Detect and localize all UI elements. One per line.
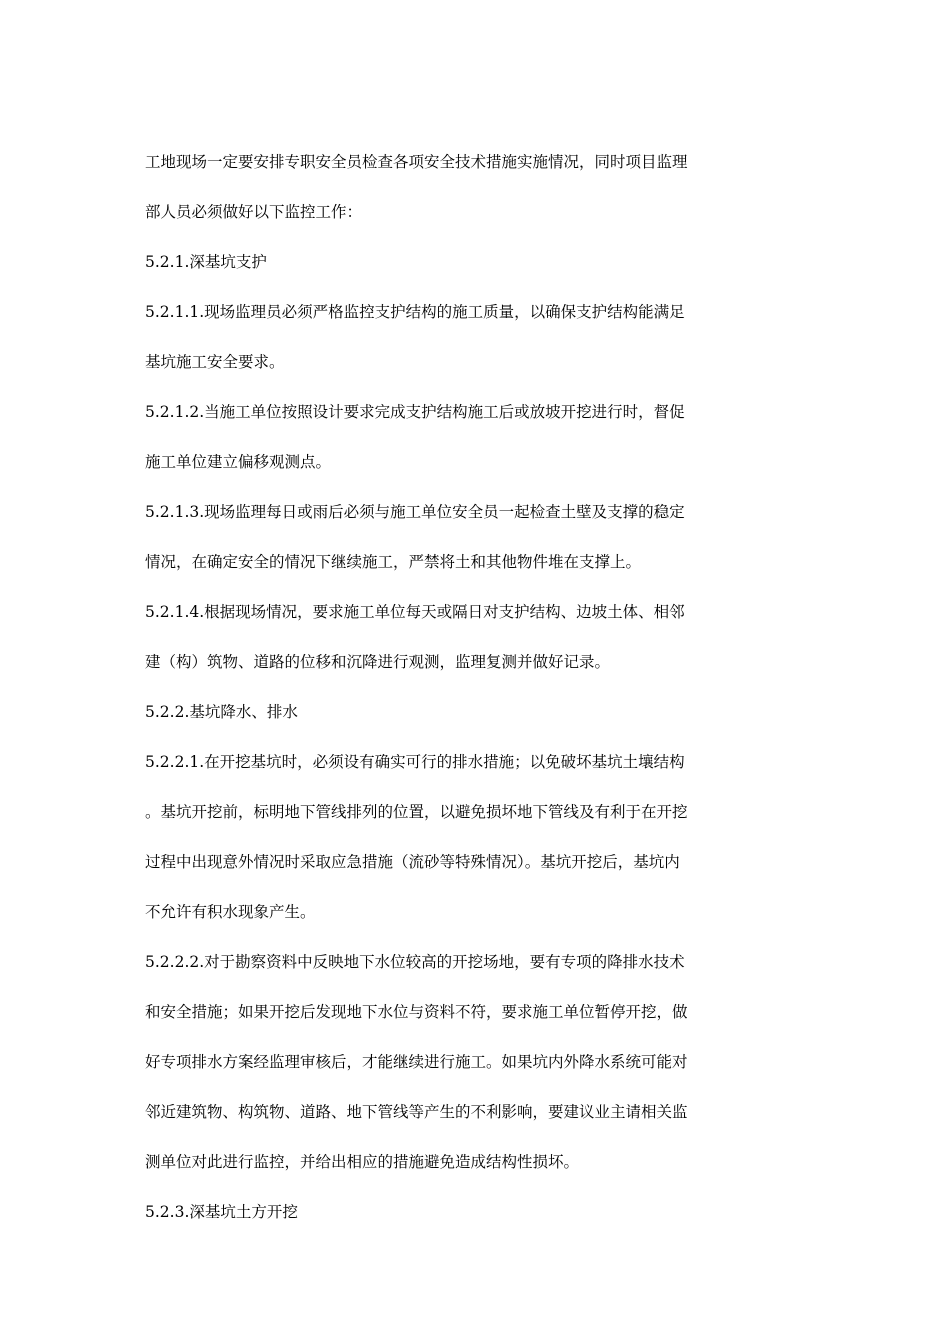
paragraph-line: 建（构）筑物、道路的位移和沉降进行观测，监理复测并做好记录。 [145,653,611,671]
paragraph-line: 和安全措施；如果开挖后发现地下水位与资料不符，要求施工单位暂停开挖，做 [145,1003,688,1021]
paragraph-line: 5.2.1.1.现场监理员必须严格监控支护结构的施工质量，以确保支护结构能满足 [145,303,685,321]
paragraph-line: 5.2.1.3.现场监理每日或雨后必须与施工单位安全员一起检查土壁及支撑的稳定 [145,503,685,521]
section-heading: 5.2.2.基坑降水、排水 [145,703,298,721]
paragraph-line: 基坑施工安全要求。 [145,353,285,371]
paragraph-line: 。基坑开挖前，标明地下管线排列的位置，以避免损坏地下管线及有利于在开挖 [145,803,688,821]
paragraph-line: 部人员必须做好以下监控工作： [145,203,363,221]
paragraph-line: 邻近建筑物、构筑物、道路、地下管线等产生的不利影响，要建议业主请相关监 [145,1103,688,1121]
paragraph-line: 不允许有积水现象产生。 [145,903,316,921]
paragraph-line: 工地现场一定要安排专职安全员检查各项安全技术措施实施情况，同时项目监理 [145,153,688,171]
paragraph-line: 施工单位建立偏移观测点。 [145,453,332,471]
paragraph-line: 5.2.2.1.在开挖基坑时，必须设有确实可行的排水措施；以免破坏基坑土壤结构 [145,753,685,771]
paragraph-line: 情况，在确定安全的情况下继续施工，严禁将土和其他物件堆在支撑上。 [145,553,642,571]
section-heading: 5.2.3.深基坑土方开挖 [145,1203,298,1221]
paragraph-line: 测单位对此进行监控，并给出相应的措施避免造成结构性损坏。 [145,1153,580,1171]
paragraph-line: 好专项排水方案经监理审核后，才能继续进行施工。如果坑内外降水系统可能对 [145,1053,688,1071]
section-heading: 5.2.1.深基坑支护 [145,253,267,271]
paragraph-line: 过程中出现意外情况时采取应急措施（流砂等特殊情况）。基坑开挖后，基坑内 [145,853,680,871]
paragraph-line: 5.2.1.2.当施工单位按照设计要求完成支护结构施工后或放坡开挖进行时，督促 [145,403,685,421]
paragraph-line: 5.2.2.2.对于勘察资料中反映地下水位较高的开挖场地，要有专项的降排水技术 [145,953,685,971]
paragraph-line: 5.2.1.4.根据现场情况，要求施工单位每天或隔日对支护结构、边坡土体、相邻 [145,603,685,621]
